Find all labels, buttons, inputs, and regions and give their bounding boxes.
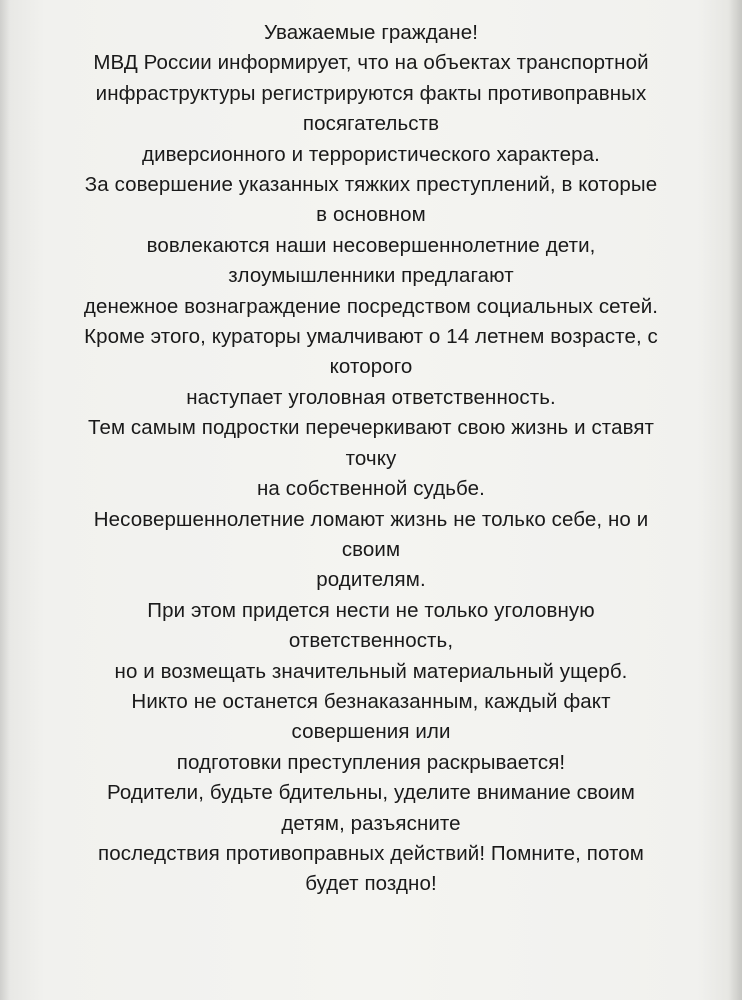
notice-line: наступает уголовная ответственность. [186,385,556,409]
notice-greeting: Уважаемые граждане! [263,21,479,44]
notice-line: совершения или [291,720,451,744]
notice-line: будет поздно! [305,872,437,896]
notice-line: При этом придется нести не только уголовную [147,598,595,622]
notice-line: точку [345,446,397,470]
notice-line: Никто не останется безнаказанным, каждый факт [131,689,611,713]
notice-line: родителям. [316,568,426,592]
notice-text [14,18,728,900]
notice-line: Тем самым подростки перечеркивают свою жизнь и ставят [87,416,655,440]
notice-line: посягательств [302,112,440,136]
notice-line: Родители, будьте бдительны, уделите внимание своим [107,781,635,805]
notice-line: вовлекаются наши несовершеннолетние дети, [146,233,596,257]
notice-line: но и возмещать значительный материальный ущерб. [114,659,628,683]
notice-line: МВД России информирует, что на объектах транспортной [93,51,649,75]
right-edge-shadow [728,0,742,1000]
left-edge-shadow [0,0,10,1000]
notice-line: последствия противоправных действий! Помните, потом [98,841,644,865]
notice-line: Несовершеннолетние ломают жизнь не только себе, но и [93,507,649,531]
notice-line: злоумышленники предлагают [228,264,514,288]
notice-line: диверсионного и террористического характера. [142,142,600,166]
notice-line: которого [329,355,413,379]
notice-line: в основном [316,203,426,227]
notice-line: ответственность, [288,629,454,653]
notice-line: своим [341,537,401,561]
notice-line: на собственной судьбе. [257,477,485,501]
notice-line: Кроме этого, кураторы умалчивают о 14 летнем возрасте, с [84,325,658,349]
notice-line: За совершение указанных тяжких преступлений, в которые [84,173,658,197]
notice-line: инфраструктуры регистрируются факты противоправных [95,81,647,105]
notice-line: подготовки преступления раскрывается! [176,750,566,774]
notice-line: детям, разъясните [281,811,461,835]
notice-line: денежное вознаграждение посредством социальных сетей. [83,294,659,318]
